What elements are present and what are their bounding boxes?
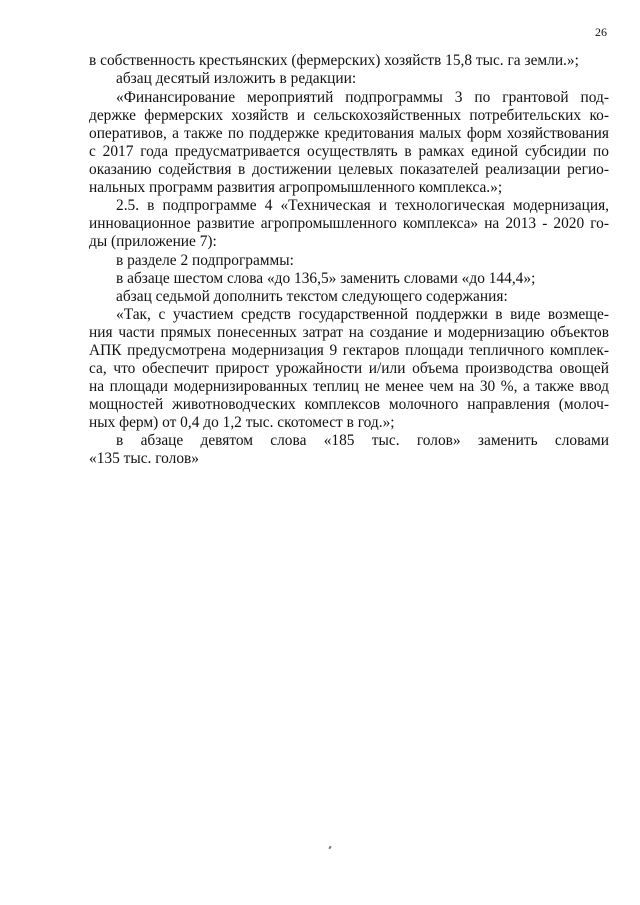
text-line: в собственность крестьянских (фермерских) хозяйств 15,8 тыс. га земли.»; [89, 52, 579, 69]
text-line: оперативов, а также по поддержке кредитования малых форм хозяйствования [89, 125, 609, 142]
text-line: абзац седьмой дополнить текстом следующего содержания: [116, 288, 508, 305]
text-line: на площади модернизированных теплиц не менее чем на 30 %, а также ввод [89, 378, 609, 395]
text-line: «135 тыс. голов» [89, 450, 199, 467]
text-line: 2.5. в подпрограмме 4 «Техническая и технологическая модернизация, [116, 197, 609, 214]
text-line: мощностей животноводческих комплексов молочного направления (молоч- [89, 396, 609, 413]
text-line: ды (приложение 7): [89, 233, 217, 250]
text-line: держке фермерских хозяйств и сельскохозяйственных потребительских ко- [89, 107, 609, 124]
text-line: с 2017 года предусматривается осуществлять в рамках единой субсидии по [89, 143, 609, 160]
page-number: 26 [595, 25, 607, 39]
text-line: в абзаце девятом слова «185 тыс. голов» заменить словами [116, 432, 609, 449]
text-line: в абзаце шестом слова «до 136,5» заменить словами «до 144,4»; [116, 270, 536, 287]
text-line: «Так, с участием средств государственной поддержки в виде возмеще- [116, 306, 609, 323]
text-line: АПК предусмотрена модернизация 9 гектаров площади тепличного комплек- [89, 342, 609, 359]
text-line: «Финансирование мероприятий подпрограммы 3 по грантовой под- [116, 89, 609, 106]
text-line: абзац десятый изложить в редакции: [116, 70, 357, 87]
text-line: ных ферм) от 0,4 до 1,2 тыс. скотомест в год.»; [89, 414, 395, 431]
text-line: оказанию содействия в достижении целевых показателей реализации регио- [89, 161, 609, 178]
text-line: нальных программ развития агропромышленного комплекса.»; [89, 179, 503, 196]
text-line: инновационное развитие агропромышленного комплекса» на 2013 - 2020 го- [89, 215, 609, 232]
scan-speck [328, 846, 331, 850]
text-line: в разделе 2 подпрограммы: [116, 252, 294, 269]
text-line: са, что обеспечит прирост урожайности и/или объема производства овощей [89, 360, 609, 377]
text-line: ния части прямых понесенных затрат на создание и модернизацию объектов [89, 324, 609, 341]
